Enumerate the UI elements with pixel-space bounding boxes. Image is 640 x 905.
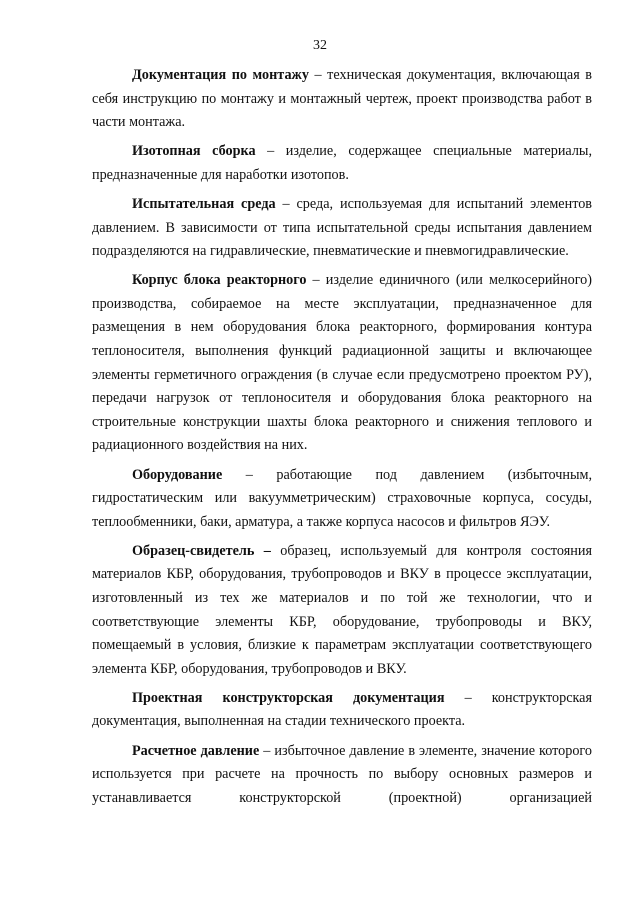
glossary-entry: [92, 740, 592, 811]
term-definition: – работающие под давлением (избыточным, гидростатическим или вакуумметрическим) страховочные корпуса, сосуды, теплообменники, баки, арматура, а также корпуса насосов и фильтров ЯЭУ.: [92, 466, 592, 530]
term-definition: – изделие, содержащее специальные материалы, предназначенные для наработки изотопов.: [92, 143, 593, 183]
term-name: Изотопная сборка: [132, 143, 256, 160]
term-name: Проектная конструкторская документация: [132, 689, 445, 706]
glossary-entry: [92, 64, 592, 135]
term-name: Оборудование: [132, 466, 223, 483]
glossary-entry: [92, 464, 592, 535]
glossary-body: [92, 64, 592, 816]
term-name: Образец-свидетель –: [132, 542, 271, 559]
term-definition: – среда, используемая для испытаний элементов давлением. В зависимости от типа испытательной среды испытания давлением подразделяются на гидравлические, пневматические и пневмогидравлические.: [92, 195, 592, 260]
term-name: Испытательная среда: [132, 195, 276, 212]
term-definition: – изделие единичного (или мелкосерийного) производства, собираемое на месте эксплуатации, предназначенное для размещения в нем оборудования блока реакторного, формирования контура теплоносителя, выполнения функций радиационной защиты и включающее элементы герметичного ограждения (в случае если предусмотрено проектом РУ), передачи нагрузок от теплоносителя и оборудования блока реакторного на строительные конструкции шахты блока реакторного и снижения теплового и радиационного воздействия на них.: [92, 272, 592, 454]
term-definition: – конструкторская документация, выполненная на стадии технического проекта.: [92, 689, 592, 730]
term-name: Расчетное давление: [132, 742, 260, 759]
glossary-entry: [92, 540, 592, 682]
page-number: 32: [313, 38, 327, 53]
glossary-entry: [92, 140, 592, 187]
term-definition: – техническая документация, включающая в себя инструкцию по монтажу и монтажный чертеж, проект производства работ в части монтажа.: [92, 67, 592, 131]
term-name: Корпус блока реакторного: [132, 272, 307, 289]
glossary-entry: [92, 193, 592, 264]
glossary-entry: [92, 687, 592, 734]
term-definition: образец, используемый для контроля состояния материалов КБР, оборудования, трубопроводов и ВКУ в процессе эксплуатации, изготовленный из тех же материалов и по той же технологии, что и соответствующие элементы КБР, оборудование, трубопроводы и ВКУ, помещаемый в условия, близкие к параметрам эксплуатации соответствующего элемента КБР, оборудования, трубопроводов и ВКУ.: [92, 542, 592, 677]
term-definition: – избыточное давление в элементе, значение которого используется при расчете на прочность по выбору основных размеров и устанавливается конструкторской (проектной) организацией: [92, 742, 592, 806]
term-name: Документация по монтажу: [132, 67, 309, 83]
glossary-entry: [92, 269, 592, 458]
